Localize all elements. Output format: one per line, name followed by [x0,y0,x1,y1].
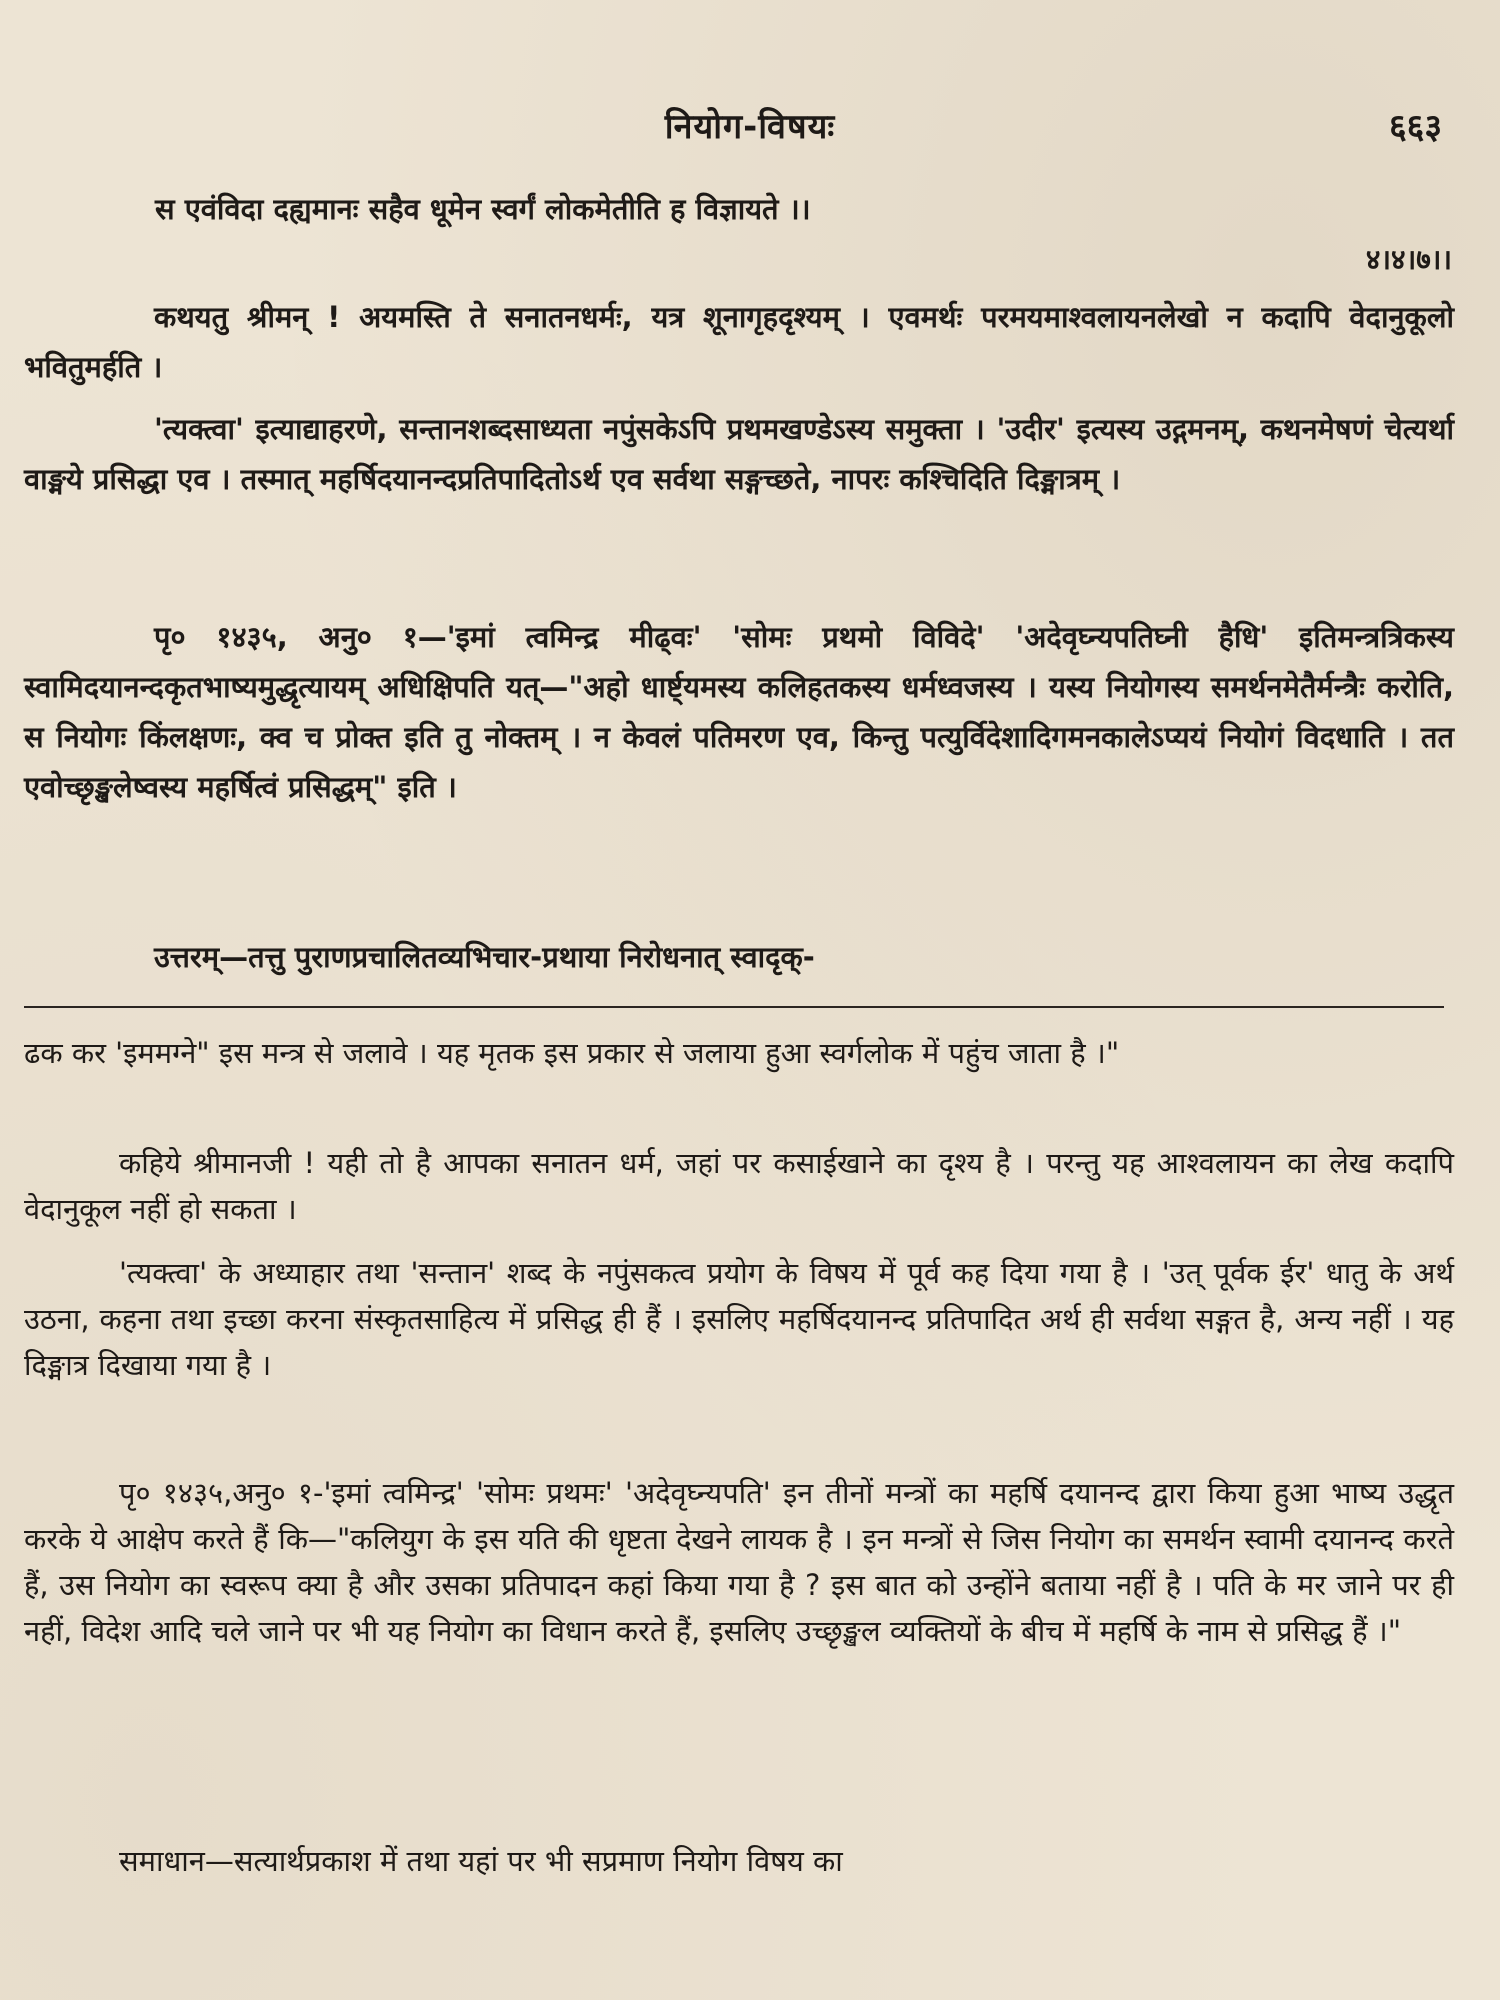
sanskrit-paragraph-4: उत्तरम्—तत्तु पुराणप्रचालितव्यभिचार-प्रथाया निरोधनात् स्वादृक्- [154,940,815,974]
hindi-paragraph-5: समाधान—सत्यार्थप्रकाश में तथा यहां पर भी सप्रमाण नियोग विषय का [119,1844,843,1878]
hindi-paragraph-3: 'त्यक्त्वा' के अध्याहार तथा 'सन्तान' शब्द के नपुंसकत्व प्रयोग के विषय में पूर्व कह दिया गया है । 'उत् पूर्वक ईर' धातु के अर्थ उठना, कहना तथा इच्छा करना संस्कृतसाहित्य में प्रसिद्ध ही हैं । इसलिए महर्षिदयानन्द प्रतिपादित अर्थ ही सर्वथा सङ्गत है, अन्य नहीं । यह दिङ्मात्र दिखाया गया है । [24,1256,1454,1382]
running-header-title: नियोग-विषयः [664,107,836,147]
separator-line [24,1006,1444,1008]
page-number: ६६३ [1388,107,1442,147]
sanskrit-verse: स एवंविदा दह्यमानः सहैव धूमेन स्वर्गं लोकमेतीति ह विज्ञायते ।। [155,192,811,226]
hindi-paragraph-4: पृ० १४३५,अनु० १-'इमां त्वमिन्द्र' 'सोमः प्रथमः' 'अदेवृघ्न्यपति' इन तीनों मन्त्रों का महर्षि दयानन्द द्वारा किया हुआ भाष्य उद्धृत करके ये आक्षेप करते हैं कि—"कलियुग के इस यति की धृष्टता देखने लायक है । इन मन्त्रों से जिस नियोग का समर्थन स्वामी दयानन्द करते हैं, उस नियोग का स्वरूप क्या है और उसका प्रतिपादन कहां किया गया है ? इस बात को उन्होंने बताया नहीं है । पति के मर जाने पर ही नहीं, विदेश आदि चले जाने पर भी यह नियोग का विधान करते हैं, इसलिए उच्छृङ्खल व्यक्तियों के बीच में महर्षि के नाम से प्रसिद्ध हैं ।" [24,1476,1454,1648]
sanskrit-paragraph-2: 'त्यक्त्वा' इत्याद्याहरणे, सन्तानशब्दसाध्यता नपुंसकेऽपि प्रथमखण्डेऽस्य समुक्ता । 'उदीर' इत्यस्य उद्गमनम्, कथनमेषणं चेत्यर्था वाङ्मये प्रसिद्धा एव । तस्मात् महर्षिदयानन्दप्रतिपादितोऽर्थ एव सर्वथा सङ्गच्छते, नापरः कश्चिदिति दिङ्मात्रम् । [24,412,1454,496]
sanskrit-paragraph-3: पृ० १४३५, अनु० १—'इमां त्वमिन्द्र मीढ्वः' 'सोमः प्रथमो विविदे' 'अदेवृघ्न्यपतिघ्नी हैधि' इतिमन्त्रत्रिकस्य स्वामिदयानन्दकृतभाष्यमुद्धृत्यायम् अधिक्षिपति यत्—"अहो धार्ष्ट्यमस्य कलिहतकस्य धर्मध्वजस्य । यस्य नियोगस्य समर्थनमेतैर्मन्त्रैः करोति, स नियोगः किंलक्षणः, क्व च प्रोक्त इति तु नोक्तम् । न केवलं पतिमरण एव, किन्तु पत्युर्विदेशादिगमनकालेऽप्ययं नियोगं विदधाति । तत एवोच्छृङ्खलेष्वस्य महर्षित्वं प्रसिद्धम्" इति । [24,620,1454,804]
hindi-paragraph-1: ढक कर 'इममग्ने" इस मन्त्र से जलावे । यह मृतक इस प्रकार से जलाया हुआ स्वर्गलोक में पहुंच जाता है ।" [24,1036,1120,1070]
hindi-paragraph-2: कहिये श्रीमानजी ! यही तो है आपका सनातन धर्म, जहां पर कसाईखाने का दृश्य है । परन्तु यह आश्वलायन का लेख कदापि वेदानुकूल नहीं हो सकता । [24,1146,1454,1226]
sanskrit-paragraph-1: कथयतु श्रीमन् ! अयमस्ति ते सनातनधर्मः, यत्र शूनागृहदृश्यम् । एवमर्थः परमयमाश्वलायनलेखो न कदापि वेदानुकूलो भवितुमर्हति । [24,300,1454,384]
verse-reference: ४।४।७।। [1365,243,1452,276]
